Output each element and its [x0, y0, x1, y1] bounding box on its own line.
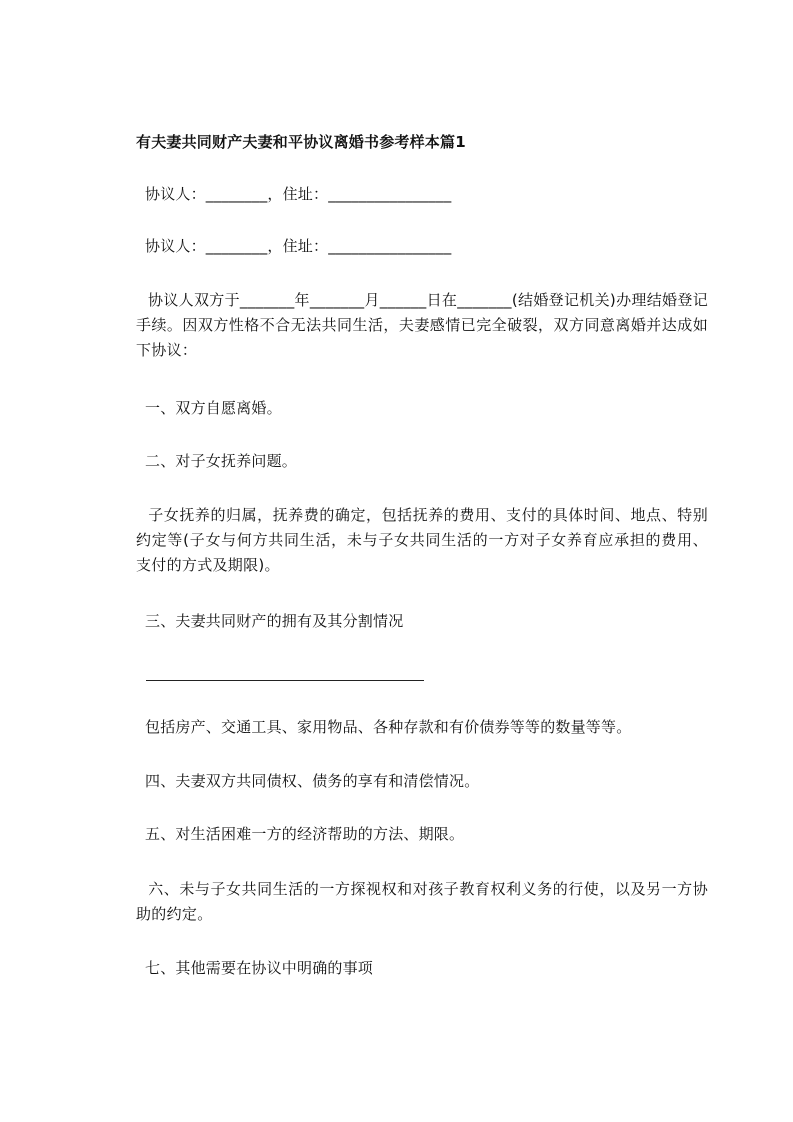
item-2: 二、对子女抚养问题。	[145, 452, 298, 470]
item-5: 五、对生活困难一方的经济帮助的方法、期限。	[145, 825, 465, 843]
party-1-line: 协议人：________，住址：________________	[145, 185, 452, 203]
item-2-detail-text: 子女抚养的归属，抚养费的确定，包括抚养的费用、支付的具体时间、地点、特别约定等(子女与何方共同生活，未与子女共同生活的一方对子女养育应承担的费用、支付的方式及期限)。	[136, 506, 708, 574]
item-1: 一、双方自愿离婚。	[145, 399, 282, 417]
party-2-line: 协议人：________，住址：________________	[145, 237, 452, 255]
item-3: 三、夫妻共同财产的拥有及其分割情况	[145, 612, 404, 630]
item-2-detail	[136, 503, 708, 578]
intro-text: 协议人双方于_______年_______月______日在_______(结婚登记机关)办理结婚登记手续。因双方性格不合无法共同生活，夫妻感情已完全破裂，双方同意离婚并达成如下协议：	[136, 291, 708, 359]
intro-paragraph	[136, 288, 708, 363]
item-7: 七、其他需要在协议中明确的事项	[145, 959, 374, 977]
document-title: 有夫妻共同财产夫妻和平协议离婚书参考样本篇1	[136, 133, 466, 151]
item-4: 四、夫妻双方共同债权、债务的享有和清偿情况。	[145, 772, 480, 790]
fill-in-blank-line	[146, 680, 424, 681]
item-3-detail: 包括房产、交通工具、家用物品、各种存款和有价债券等等的数量等等。	[145, 718, 632, 736]
item-6	[136, 877, 708, 927]
item-6-text: 六、未与子女共同生活的一方探视权和对孩子教育权利义务的行使，以及另一方协助的约定。	[136, 880, 708, 923]
